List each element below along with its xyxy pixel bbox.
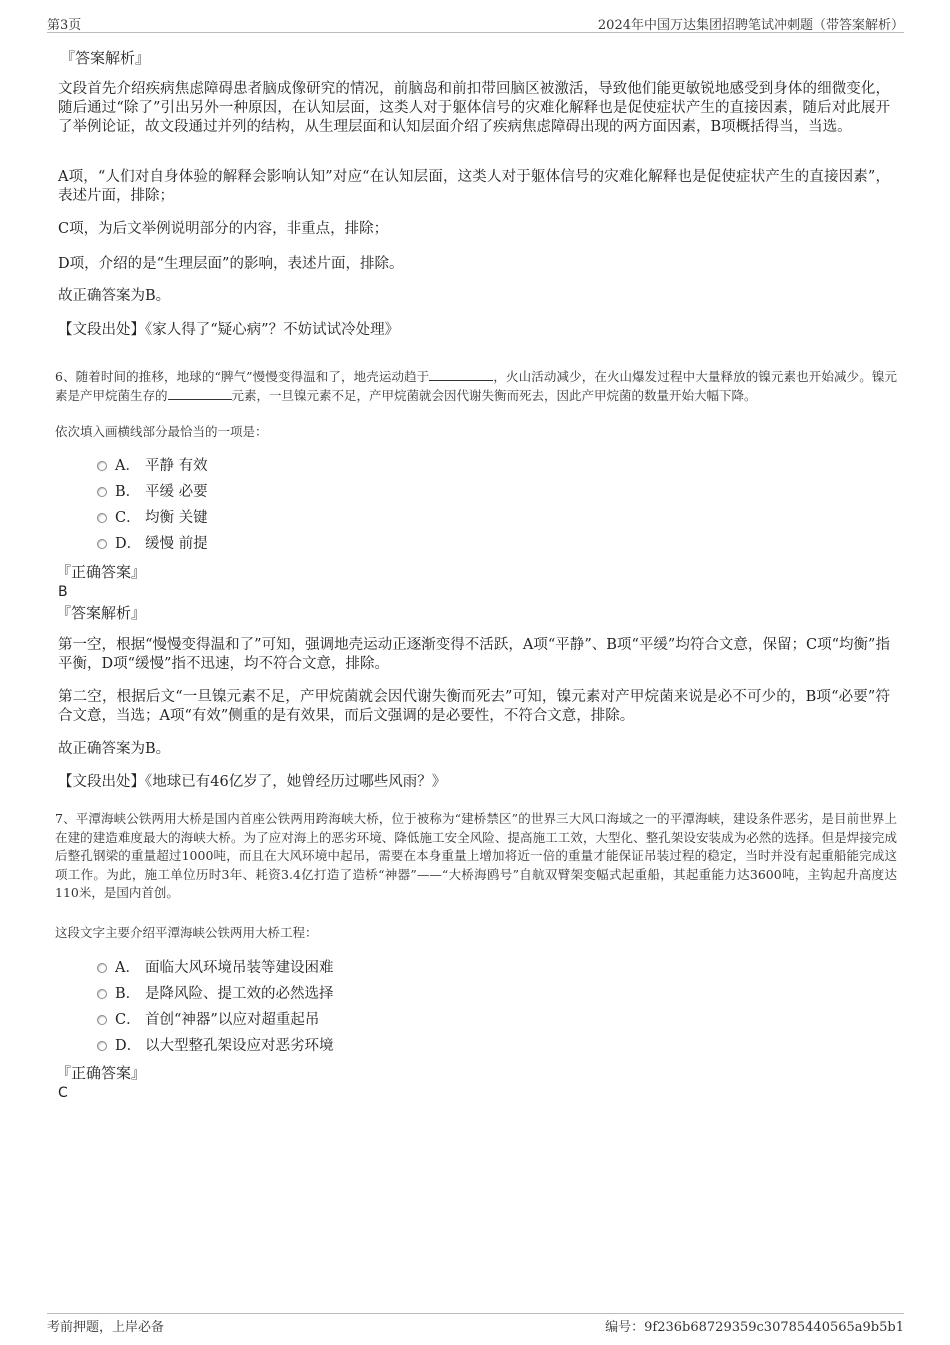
option-b[interactable]: B． 是降风险、提工效的必然选择 bbox=[97, 984, 334, 1004]
page-footer bbox=[47, 1313, 904, 1334]
option-d[interactable]: D． 以大型整孔架设应对恶劣环境 bbox=[97, 1036, 334, 1056]
question-7-text: 7、平潭海峡公铁两用大桥是国内首座公铁两用跨海峡大桥，位于被称为“建桥禁区”的世界三大风口海域之一的平潭海峡，建设条件恶劣，是目前世界上在建的建造难度最大的海峡大桥。为了应对海上的恶劣环境、降低施工安全风险、提高施工工效，大型化、整孔架设安装成为必然的选择。但是焊接完成后整孔钢梁的重量超过1000吨，而且在大风环境中起吊，需要在本身重量上增加将近一倍的重量才能保证吊装过程的稳定，当时并没有起重船能完成这项工作。为此，施工单位历时3年、耗资3.4亿打造了造桥“神器”——“大桥海鸥号”自航双臂架变幅式起重船，其起重能力达3600吨，主钩起升高度达110米，是国内首创。 bbox=[55, 811, 897, 900]
option-d[interactable]: D． 缓慢 前提 bbox=[97, 534, 208, 554]
analysis-paragraph: A项，“人们对自身体验的解释会影响认知”对应“在认知层面，这类人对于躯体信号的灾难化解释也是促使症状产生的直接因素”，表述片面，排除； bbox=[58, 169, 890, 204]
radio-icon[interactable] bbox=[97, 989, 107, 999]
analysis-paragraph: D项，介绍的是“生理层面”的影响，表述片面，排除。 bbox=[58, 256, 404, 272]
analysis-paragraph: C项，为后文举例说明部分的内容，非重点，排除； bbox=[58, 221, 389, 237]
question-6-text: 6、随着时间的推移，地球的“脾气”慢慢变得温和了，地壳运动趋于 ，火山活动减少，在火山爆发过程中大量释放的镍元素也开始减少。镍元素是产甲烷菌生存的 元素，一旦镍元素不足，产甲烷菌就会因代谢失衡而死去，因此产甲烷菌的数量开始大幅下降。 bbox=[55, 369, 897, 403]
question-prompt: 依次填入画横线部分最恰当的一项是： bbox=[55, 424, 268, 439]
correct-answer-label: 『正确答案』 bbox=[56, 1064, 147, 1082]
source-citation: 【文段出处】《家人得了“疑心病”？不妨试试冷处理》 bbox=[58, 322, 400, 338]
radio-icon[interactable] bbox=[97, 963, 107, 973]
correct-answer: C bbox=[58, 1085, 68, 1101]
option-b[interactable]: B． 平缓 必要 bbox=[97, 482, 208, 502]
analysis-paragraph: 第一空，根据“慢慢变得温和了”可知，强调地壳运动正逐渐变得不活跃，A项“平静”、B项“平缓”均符合文意，保留；C项“均衡”指平衡，D项“缓慢”指不迅速，均不符合文意，排除。 bbox=[58, 637, 890, 672]
analysis-label: 『答案解析』 bbox=[60, 49, 151, 67]
page-header bbox=[47, 14, 904, 33]
document-title: 2024年中国万达集团招聘笔试冲刺题（带答案解析） bbox=[597, 18, 904, 33]
correct-answer: B bbox=[58, 584, 68, 600]
footer-slogan: 考前押题，上岸必备 bbox=[47, 1320, 165, 1335]
fill-blank bbox=[168, 387, 232, 400]
source-citation: 【文段出处】《地球已有46亿岁了，她曾经历过哪些风雨？》 bbox=[58, 774, 447, 790]
final-answer: 故正确答案为B。 bbox=[58, 288, 171, 304]
radio-icon[interactable] bbox=[97, 487, 107, 497]
radio-icon[interactable] bbox=[97, 539, 107, 549]
radio-icon[interactable] bbox=[97, 1041, 107, 1051]
option-c[interactable]: C． 首创“神器”以应对超重起吊 bbox=[97, 1010, 319, 1030]
option-a[interactable]: A． 面临大风环境吊装等建设困难 bbox=[97, 958, 334, 978]
final-answer: 故正确答案为B。 bbox=[58, 741, 171, 757]
radio-icon[interactable] bbox=[97, 1015, 107, 1025]
analysis-paragraph: 第二空，根据后文“一旦镍元素不足，产甲烷菌就会因代谢失衡而死去”可知，镍元素对产甲烷菌来说是必不可少的，B项“必要”符合文意，当选；A项“有效”侧重的是有效果，而后文强调的是必要性，不符合文意，排除。 bbox=[58, 689, 890, 724]
option-c[interactable]: C． 均衡 关键 bbox=[97, 508, 208, 528]
radio-icon[interactable] bbox=[97, 513, 107, 523]
analysis-paragraph: 文段首先介绍疾病焦虑障碍患者脑成像研究的情况，前脑岛和前扣带回脑区被激活，导致他们能更敏锐地感受到身体的细微变化，随后通过“除了”引出另外一种原因，在认知层面，这类人对于躯体信号的灾难化解释也是促使症状产生的直接因素，随后对此展开了举例论证，故文段通过并列的结构，从生理层面和认知层面介绍了疾病焦虑障碍出现的两方面因素，B项概括得当，当选。 bbox=[58, 81, 890, 135]
page-number: 第3页 bbox=[47, 18, 82, 33]
correct-answer-label: 『正确答案』 bbox=[56, 563, 147, 581]
fill-blank bbox=[429, 368, 493, 381]
option-a[interactable]: A． 平静 有效 bbox=[97, 456, 208, 476]
document-id: 编号：9f236b68729359c30785440565a9b5b1 bbox=[605, 1320, 904, 1335]
analysis-label: 『答案解析』 bbox=[56, 604, 147, 622]
question-prompt: 这段文字主要介绍平潭海峡公铁两用大桥工程： bbox=[55, 925, 318, 940]
radio-icon[interactable] bbox=[97, 461, 107, 471]
